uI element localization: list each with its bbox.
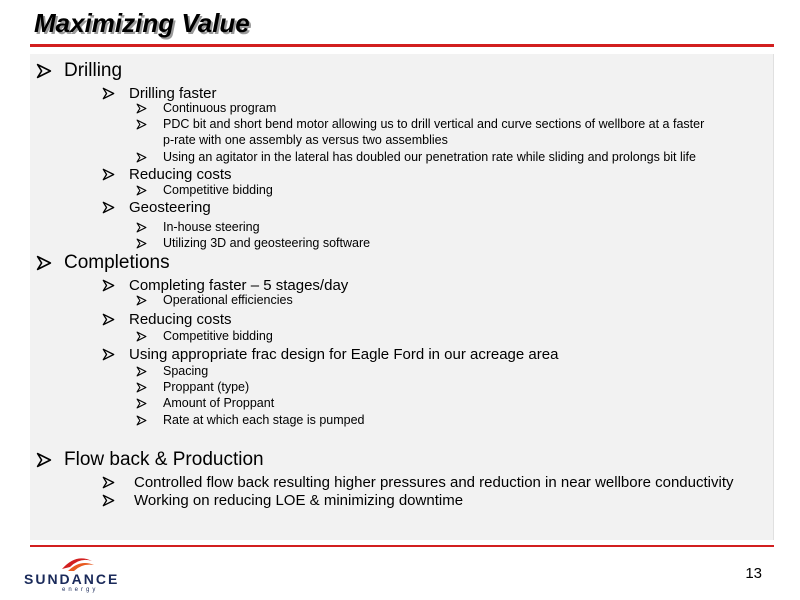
bullet-text: Completions [64, 252, 170, 273]
title-divider [30, 44, 774, 47]
bullet-text: Using an agitator in the lateral has doubled our penetration rate while sliding and prolongs bit life [163, 150, 696, 164]
bullet-text: p-rate with one assembly as versus two assemblies [163, 133, 448, 147]
bullet-text: Operational efficiencies [163, 293, 293, 307]
logo-name: SUNDANCE [24, 571, 120, 587]
bullet-text: Reducing costs [129, 166, 232, 183]
bullet-text: Competitive bidding [163, 183, 273, 197]
arrow-bullet-icon [136, 222, 147, 233]
arrow-bullet-icon [102, 87, 115, 100]
arrow-bullet-icon [136, 152, 147, 163]
page-number: 13 [745, 565, 762, 582]
content-panel [30, 54, 774, 540]
arrow-bullet-icon [36, 452, 52, 468]
bullet-text: Amount of Proppant [163, 396, 275, 410]
arrow-bullet-icon [136, 185, 147, 196]
arrow-bullet-icon [136, 382, 147, 393]
bullet-text: Continuous program [163, 101, 277, 115]
slide-title: Maximizing Value [34, 8, 250, 38]
bullet-text: Reducing costs [129, 311, 232, 328]
arrow-bullet-icon [136, 415, 147, 426]
arrow-bullet-icon [102, 168, 115, 181]
bullet-text: Competitive bidding [163, 329, 273, 343]
arrow-bullet-icon [136, 295, 147, 306]
bullet-text: Completing faster – 5 stages/day [129, 277, 349, 294]
arrow-bullet-icon [136, 119, 147, 130]
bullet-text: PDC bit and short bend motor allowing us to drill vertical and curve sections of wellbore at a faster [163, 117, 705, 131]
bullet-text: Controlled flow back resulting higher pressures and reduction in near wellbore conductivity [134, 474, 734, 491]
bullet-text: In-house steering [163, 220, 260, 234]
arrow-bullet-icon [136, 366, 147, 377]
arrow-bullet-icon [102, 279, 115, 292]
arrow-bullet-icon [36, 63, 52, 79]
bullet-text: Geosteering [129, 199, 211, 216]
bullet-text: Proppant (type) [163, 380, 250, 394]
arrow-bullet-icon [102, 476, 115, 489]
arrow-bullet-icon [136, 103, 147, 114]
bullet-text: Using appropriate frac design for Eagle Ford in our acreage area [129, 346, 559, 363]
arrow-bullet-icon [136, 398, 147, 409]
arrow-bullet-icon [102, 201, 115, 214]
arrow-bullet-icon [102, 348, 115, 361]
logo-wordmark [24, 571, 119, 587]
bullet-text: Utilizing 3D and geosteering software [163, 236, 371, 250]
bullet-text: Rate at which each stage is pumped [163, 413, 365, 427]
slide-title-wrap [34, 8, 250, 39]
bullet-text: Spacing [163, 364, 209, 378]
bullet-text: Working on reducing LOE & minimizing downtime [134, 492, 464, 509]
footer-divider [30, 545, 774, 547]
arrow-bullet-icon [102, 494, 115, 507]
sun-swoosh-icon [58, 551, 98, 573]
arrow-bullet-icon [136, 331, 147, 342]
arrow-bullet-icon [136, 238, 147, 249]
sundance-logo [24, 553, 124, 597]
bullet-text: Flow back & Production [64, 449, 264, 470]
logo-subtitle: energy [62, 587, 99, 593]
bullet-text: Drilling faster [129, 85, 217, 102]
arrow-bullet-icon [102, 313, 115, 326]
bullet-text: Drilling [64, 60, 123, 81]
arrow-bullet-icon [36, 255, 52, 271]
